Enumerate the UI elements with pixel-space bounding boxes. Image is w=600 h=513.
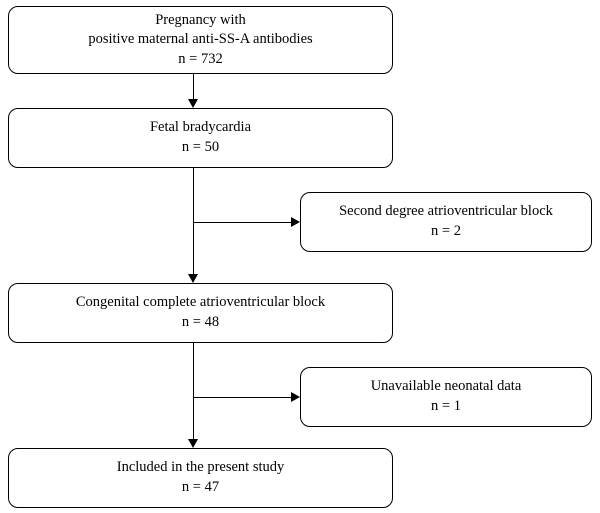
node-fetal-bradycardia <box>8 108 393 168</box>
connector-complete-block-to-included-arrow <box>188 439 198 448</box>
connector-complete-block-to-included-line <box>193 343 194 439</box>
connector-bradycardia-to-second-degree-line <box>193 222 291 223</box>
node-unavailable-neonatal-data-line-2: n = 1 <box>431 398 461 414</box>
node-second-degree-block-line-2: n = 2 <box>431 223 461 239</box>
node-fetal-bradycardia-line-1: Fetal bradycardia <box>149 119 252 136</box>
node-second-degree-block-line-1: Second degree atrioventricular block <box>339 203 553 220</box>
connector-bradycardia-to-second-degree-arrow <box>291 217 300 227</box>
node-included-in-study-line-1: Included in the present study <box>116 459 285 476</box>
node-included-in-study <box>8 448 393 508</box>
node-fetal-bradycardia-line-2: n = 50 <box>181 139 220 155</box>
node-complete-block-line-2: n = 48 <box>181 314 220 330</box>
node-unavailable-neonatal-data <box>300 367 592 427</box>
node-pregnancy-line-1: Pregnancy with <box>155 11 246 28</box>
connector-complete-block-to-unavailable-line <box>193 397 291 398</box>
node-complete-block <box>8 283 393 343</box>
node-complete-block-line-1: Congenital complete atrioventricular block <box>75 294 326 311</box>
connector-bradycardia-to-complete-block-arrow <box>188 274 198 283</box>
node-unavailable-neonatal-data-line-1: Unavailable neonatal data <box>370 378 522 395</box>
connector-complete-block-to-unavailable-arrow <box>291 392 300 402</box>
node-included-in-study-line-2: n = 47 <box>181 479 220 495</box>
connector-pregnancy-to-bradycardia-arrow <box>188 99 198 108</box>
node-pregnancy-line-2: positive maternal anti-SS-A antibodies <box>88 31 313 48</box>
node-pregnancy-line-3: n = 732 <box>178 50 223 67</box>
connector-bradycardia-to-complete-block-line <box>193 168 194 274</box>
connector-pregnancy-to-bradycardia-line <box>193 74 194 99</box>
node-second-degree-block <box>300 192 592 252</box>
node-pregnancy <box>8 6 393 74</box>
